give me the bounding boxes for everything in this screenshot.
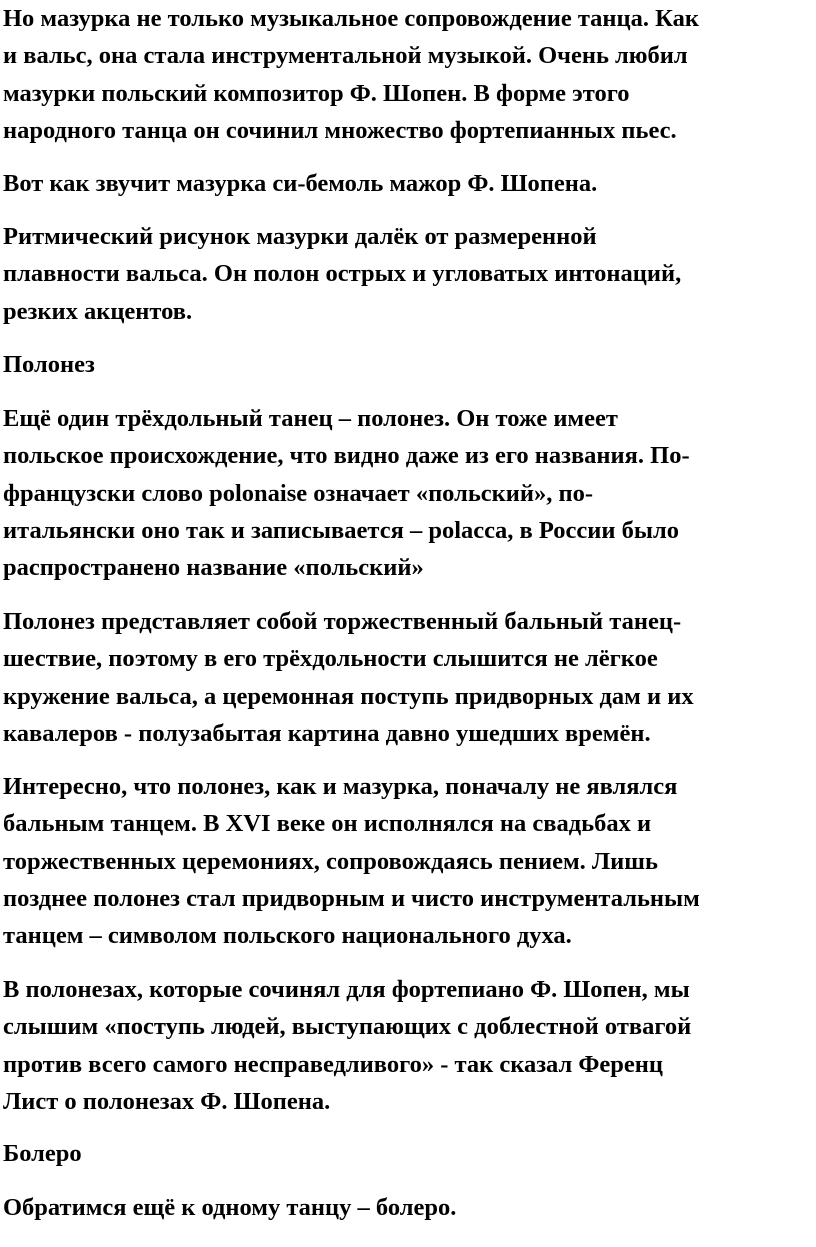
text-line: танцем – символом польского национального духа. <box>3 922 572 950</box>
text-line: шествие, поэтому в его трёхдольности слышится не лёгкое <box>3 645 658 673</box>
heading-polonaise <box>3 346 813 383</box>
text-line: Ещё один трёхдольный танец – полонез. Он тоже имеет <box>3 405 618 432</box>
text-line: итальянски оно так и записывается – polacca, в России было <box>3 516 679 544</box>
paragraph-bolero-intro <box>3 1189 813 1226</box>
text-line: распространено название «польский» <box>3 554 424 582</box>
text-line: польское происхождение, что видно даже из его названия. По- <box>3 442 690 470</box>
text-line: плавности вальса. Он полон острых и угловатых интонаций, <box>3 260 682 288</box>
text-line: Полонез представляет собой торжественный бальный танец- <box>3 608 682 635</box>
paragraph-chopin-polonaises <box>3 971 813 1120</box>
text-line: Лист о полонезах Ф. Шопена. <box>3 1087 331 1115</box>
paragraph-polonaise-description <box>3 603 813 752</box>
text-line: позднее полонез стал придворным и чисто инструментальным <box>3 884 700 912</box>
text-line: и вальс, она стала инструментальной музыкой. Очень любил <box>3 42 688 70</box>
text-line: Ритмический рисунок мазурки далёк от размеренной <box>3 223 597 250</box>
text-line: мазурки польский композитор Ф. Шопен. В форме этого <box>3 79 630 107</box>
text-line: торжественных церемониях, сопровождаясь пением. Лишь <box>3 847 658 875</box>
text-line: В полонезах, которые сочинял для фортепиано Ф. Шопен, мы <box>3 976 690 1003</box>
paragraph-mazurka-sound <box>3 165 813 202</box>
text-line: народного танца он сочинил множество фортепианных пьес. <box>3 116 677 144</box>
text-line: кружение вальса, а церемонная поступь придворных дам и их <box>3 682 694 710</box>
text-line: Обратимся ещё к одному танцу – болеро. <box>3 1194 457 1221</box>
text-line: Вот как звучит мазурка си-бемоль мажор Ф. Шопена. <box>3 170 598 197</box>
text-line: французски слово polonaise означает «польский», по- <box>3 479 594 507</box>
text-line: бальным танцем. В XVI веке он исполнялся на свадьбах и <box>3 810 652 838</box>
text-line: Но мазурка не только музыкальное сопровождение танца. Как <box>3 5 699 32</box>
section-heading: Болеро <box>3 1140 82 1167</box>
text-line: кавалеров - полузабытая картина давно ушедших времён. <box>3 719 651 747</box>
text-line: Интересно, что полонез, как и мазурка, поначалу не являлся <box>3 773 678 800</box>
heading-bolero <box>3 1135 813 1172</box>
section-heading: Полонез <box>3 351 95 378</box>
text-line: слышим «поступь людей, выступающих с доблестной отвагой <box>3 1013 692 1041</box>
paragraph-mazurka-rhythm <box>3 218 813 330</box>
paragraph-polonaise-origin <box>3 400 813 586</box>
text-line: резких акцентов. <box>3 297 193 325</box>
paragraph-polonaise-history <box>3 768 813 954</box>
text-line: против всего самого несправедливого» - так сказал Ференц <box>3 1050 664 1078</box>
paragraph-mazurka-intro <box>3 0 813 149</box>
